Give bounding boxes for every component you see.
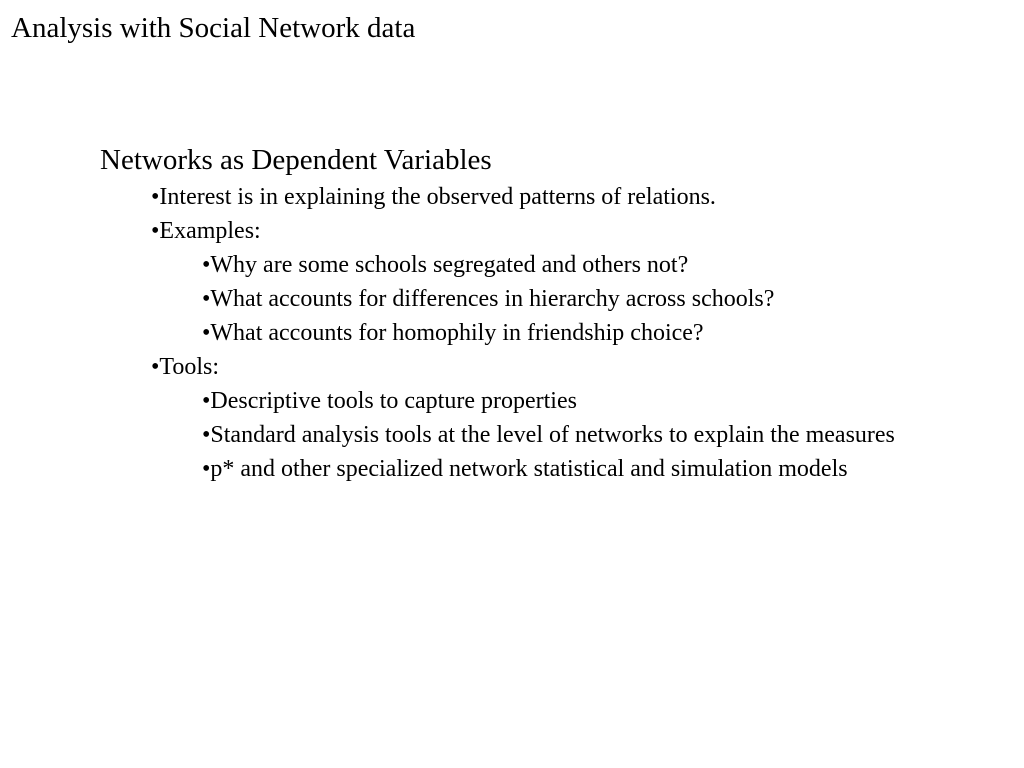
bullet-interest: •Interest is in explaining the observed patterns of relations. (151, 184, 716, 210)
bullet-tool-standard-analysis: •Standard analysis tools at the level of networks to explain the measures (202, 422, 895, 448)
bullet-tool-p-star: •p* and other specialized network statistical and simulation models (202, 456, 848, 482)
bullet-example-segregation: •Why are some schools segregated and others not? (202, 252, 689, 278)
bullet-examples: •Examples: (151, 218, 261, 244)
bullet-example-hierarchy: •What accounts for differences in hierarchy across schools? (202, 286, 775, 312)
section-heading: Networks as Dependent Variables (100, 144, 492, 176)
bullet-example-homophily: •What accounts for homophily in friendship choice? (202, 320, 704, 346)
bullet-tool-descriptive: •Descriptive tools to capture properties (202, 388, 577, 414)
bullet-list (0, 180, 1024, 486)
bullet-tools: •Tools: (151, 354, 220, 380)
slide-title: Analysis with Social Network data (11, 12, 416, 44)
